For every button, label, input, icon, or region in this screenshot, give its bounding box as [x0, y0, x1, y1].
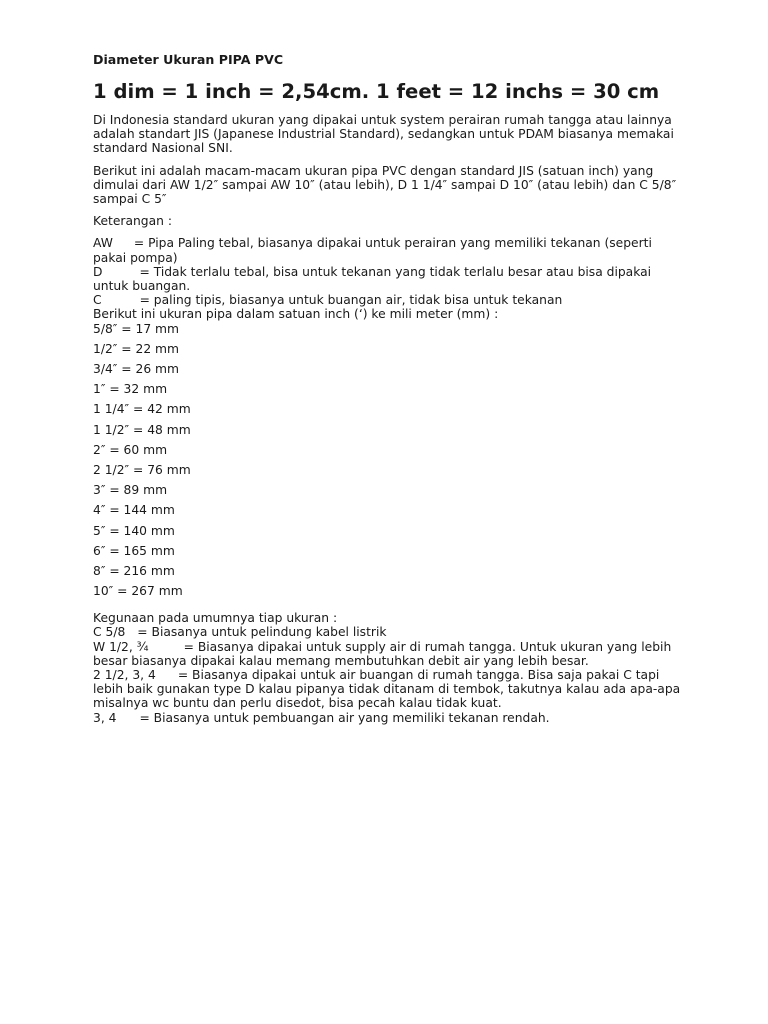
list-item: 5/8″ = 17 mm	[93, 321, 180, 336]
definition-list	[93, 236, 683, 307]
usage-text: = Biasanya untuk pembuangan air yang memiliki tekanan rendah.	[139, 710, 550, 725]
list-item: 2″ = 60 mm	[93, 442, 168, 457]
list-item: 8″ = 216 mm	[93, 563, 175, 578]
definition-text: = Pipa Paling tebal, biasanya dipakai untuk perairan yang memiliki tekanan (seperti pakai pompa)	[93, 236, 652, 265]
definition-text: = Tidak terlalu tebal, bisa untuk tekanan yang tidak terlalu besar atau bisa dipakai untuk buangan.	[93, 264, 652, 294]
list-item: 6″ = 165 mm	[93, 543, 175, 558]
usage-3-4	[93, 711, 683, 725]
list-item: 2 1/2″ = 76 mm	[93, 462, 191, 477]
document-body	[93, 52, 683, 725]
usage-w	[93, 640, 683, 668]
list-item: 3″ = 89 mm	[93, 483, 168, 498]
list-item: 10″ = 267 mm	[93, 584, 183, 599]
definition-c	[93, 293, 683, 307]
document-title: Diameter Ukuran PIPA PVC	[93, 52, 284, 67]
usage-label: Kegunaan pada umumnya tiap ukuran :	[93, 611, 338, 626]
usage-section	[93, 611, 683, 725]
usage-text: = Biasanya untuk pelindung kabel listrik	[137, 625, 387, 640]
list-item: 4″ = 144 mm	[93, 503, 175, 518]
usage-text: = Biasanya dipakai untuk supply air di rumah tangga. Untuk ukuran yang lebih besar biasanya dipakai kalau memang membutuhkan debit air yang lebih besar.	[93, 639, 672, 668]
list-item: 3/4″ = 26 mm	[93, 362, 180, 377]
definition-key: C	[93, 293, 102, 308]
definition-text: = paling tipis, biasanya untuk buangan air, tidak bisa untuk tekanan	[139, 293, 563, 308]
intro-paragraph: Di Indonesia standard ukuran yang dipakai untuk system perairan rumah tangga atau lainnya adalah standart JIS (Japanese Industrial Standard), sedangkan untuk PDAM biasanya memakai standard Nasional SNI.	[93, 113, 674, 156]
definition-key: D	[93, 264, 103, 279]
usage-key: W 1/2, ¾	[93, 639, 149, 654]
usage-text: = Biasanya dipakai untuk air buangan di rumah tangga. Bisa saja pakai C tapi lebih baik gunakan type D kalau pipanya tidak ditanam di tembok, takutnya kalau ada apa-apa misalnya wc buntu dan perlu disedot, bisa pecah kalau tidak kuat.	[93, 668, 681, 711]
list-item: 1/2″ = 22 mm	[93, 341, 180, 356]
usage-key: 2 1/2, 3, 4	[93, 668, 156, 683]
list-item: 1 1/4″ = 42 mm	[93, 402, 191, 417]
usage-key: C 5/8	[93, 625, 126, 640]
conversion-intro: Berikut ini ukuran pipa dalam satuan inch (‘) ke mili meter (mm) :	[93, 307, 499, 322]
list-item: 5″ = 140 mm	[93, 523, 175, 538]
size-list	[93, 322, 683, 605]
list-item: 1 1/2″ = 48 mm	[93, 422, 191, 437]
definition-key: AW	[93, 236, 113, 251]
keterangan-label: Keterangan :	[93, 214, 172, 229]
sizes-paragraph: Berikut ini adalah macam-macam ukuran pipa PVC dengan standard JIS (satuan inch) yang dimulai dari AW 1/2″ sampai AW 10″ (atau lebih), D 1 1/4″ sampai D 10″ (atau lebih) dan C 5/8″ sampai C 5″	[93, 163, 677, 207]
usage-2-3-4	[93, 668, 683, 711]
usage-key: 3, 4	[93, 710, 117, 725]
usage-c58	[93, 625, 683, 639]
conversion-heading: 1 dim = 1 inch = 2,54cm. 1 feet = 12 inchs = 30 cm	[93, 80, 660, 103]
list-item: 1″ = 32 mm	[93, 382, 168, 397]
definition-d	[93, 265, 683, 293]
definition-aw	[93, 236, 683, 264]
